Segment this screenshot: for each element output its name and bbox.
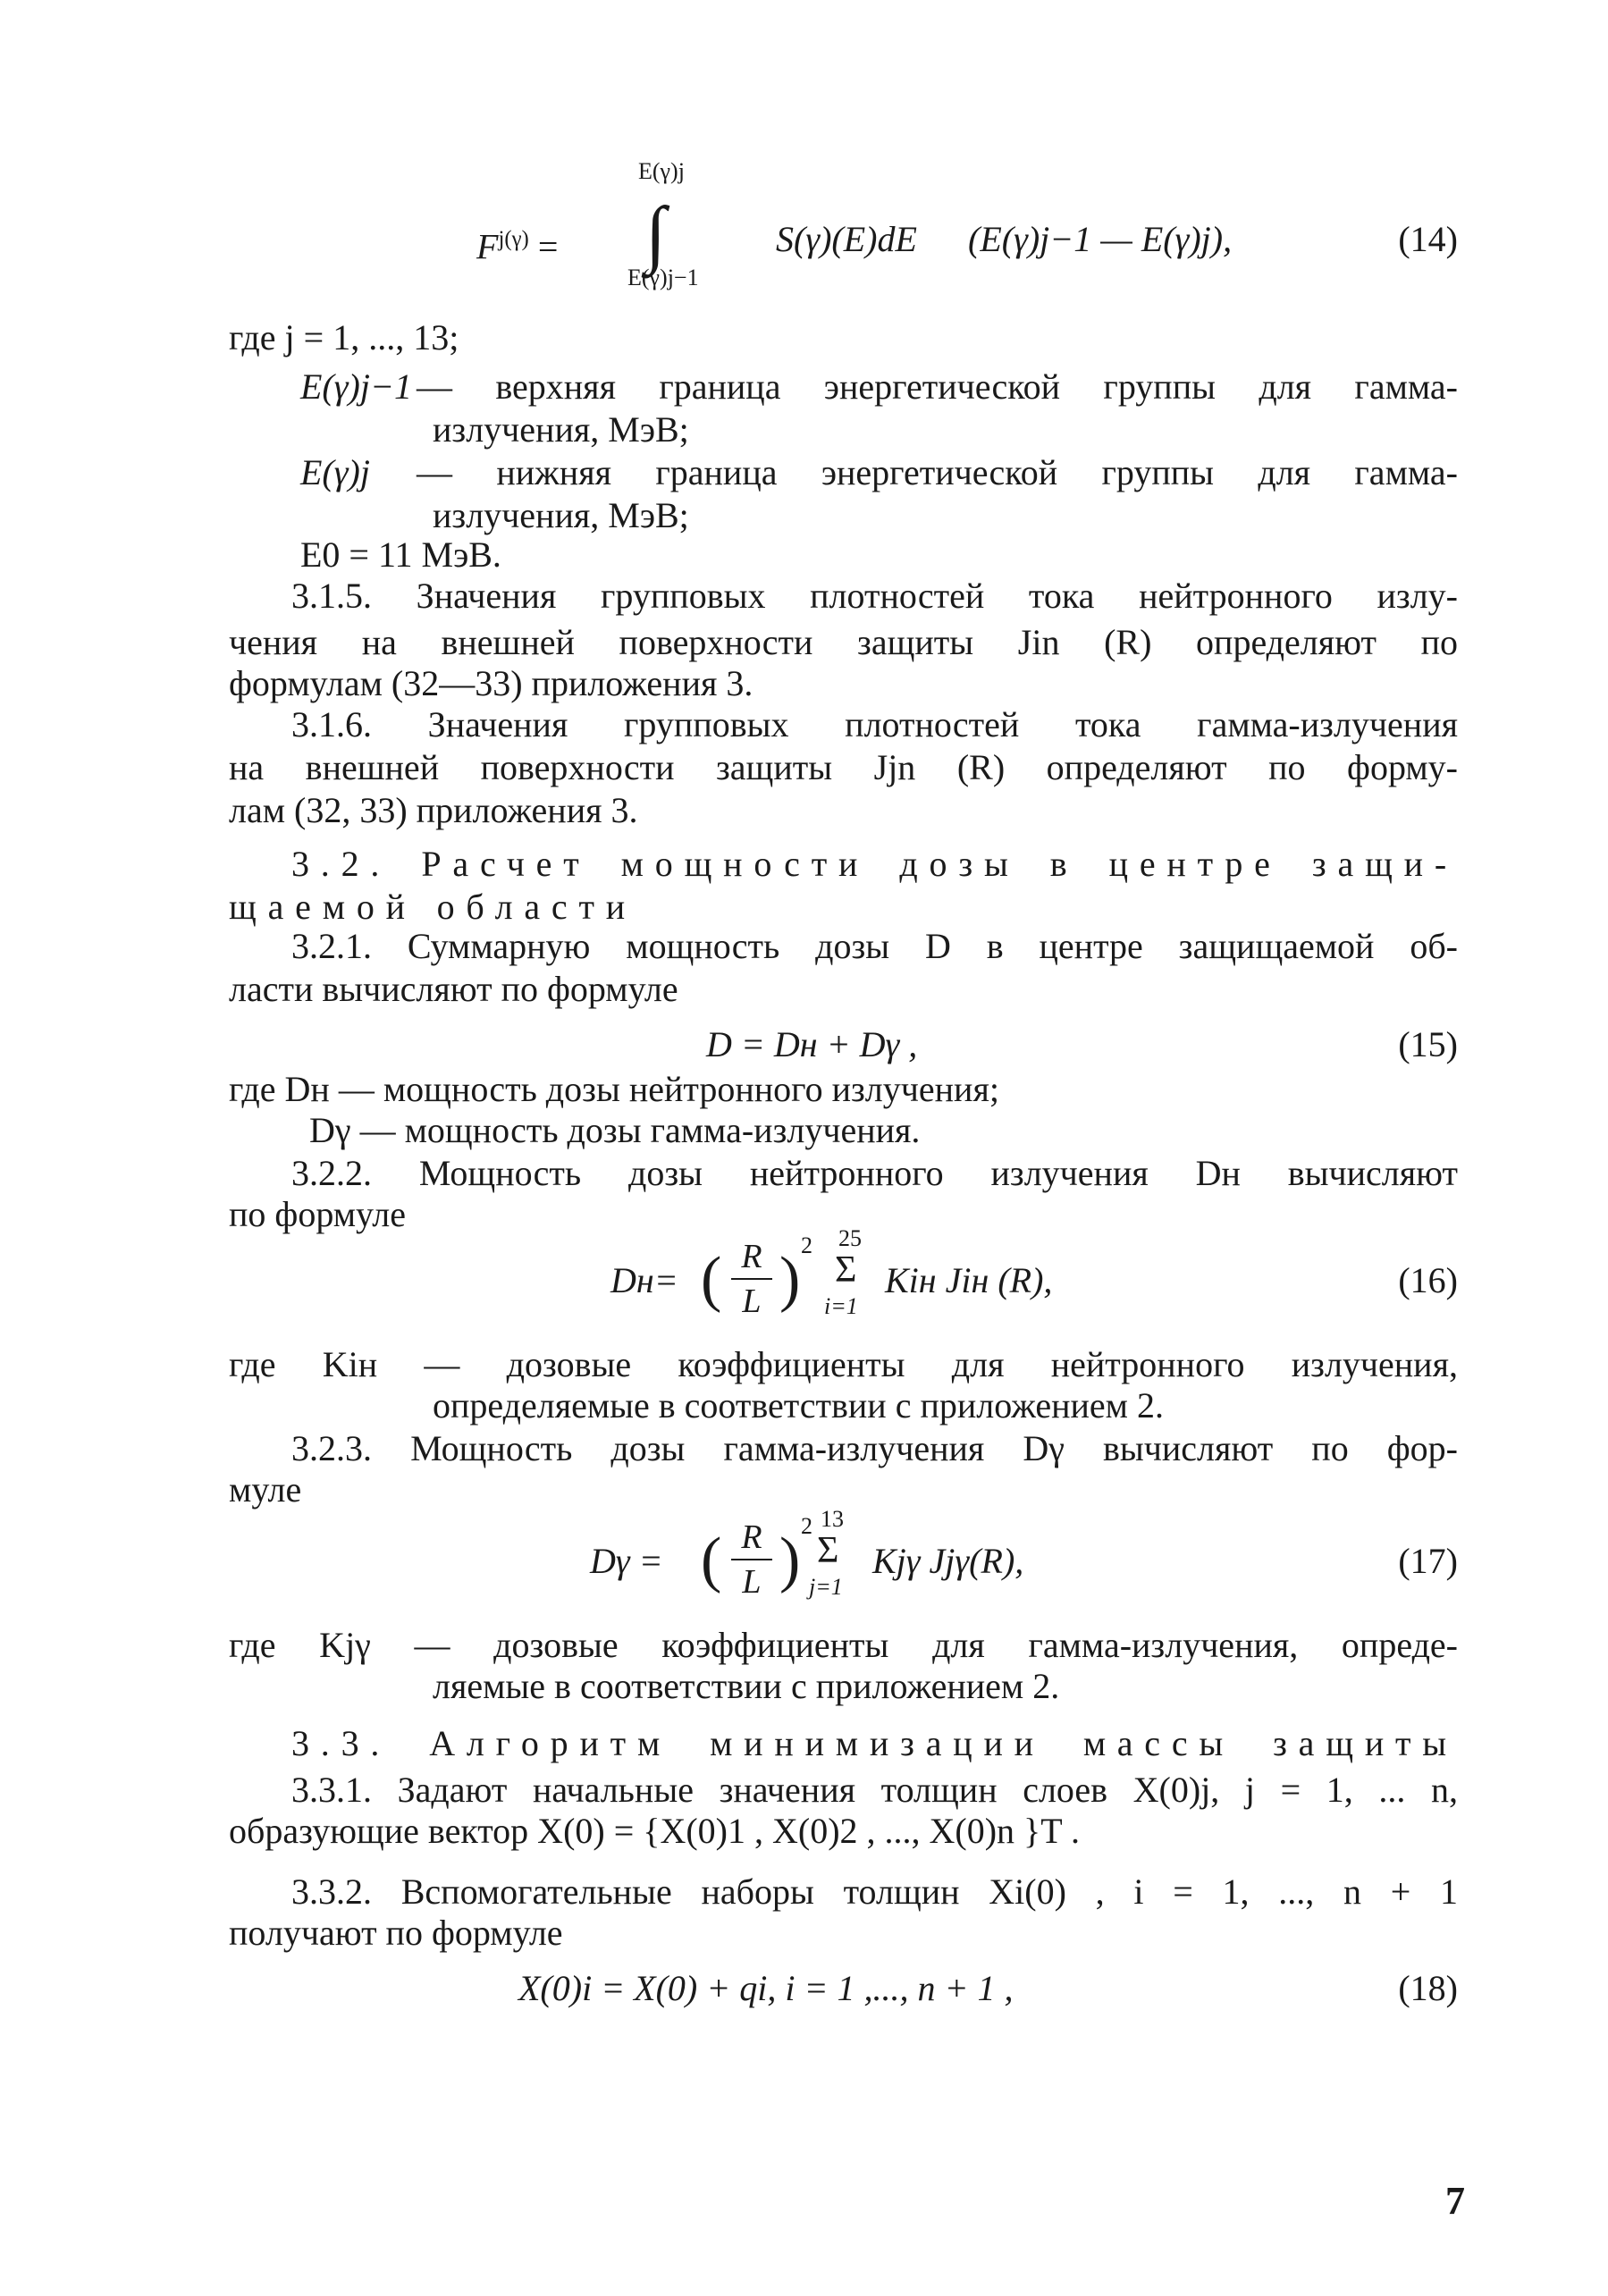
sum-lower-limit: i=1 <box>824 1293 858 1319</box>
section-heading-3-2: 3.2. Расчет мощности дозы в центре защи- <box>291 844 1458 884</box>
section-heading-3-2: щаемой области <box>229 887 636 927</box>
paragraph-3-2-1: 3.2.1. Суммарную мощность дозы D в центре защищаемой об- <box>291 926 1458 966</box>
paragraph-3-3-1: 3.3.1. Задают начальные значения толщин слоев X(0)j, j = 1, ... n, <box>291 1770 1458 1810</box>
definition-text: — верхняя граница энергетической группы для гамма- <box>417 366 1458 407</box>
where-line: где Dн — мощность дозы нейтронного излучения; <box>229 1069 999 1109</box>
paragraph-3-1-5: формулам (32—33) приложения 3. <box>229 663 753 703</box>
sum-upper-limit: 25 <box>838 1225 862 1251</box>
definition-symbol: E(γ)j <box>300 452 370 492</box>
fraction <box>731 1237 772 1321</box>
integral-sign: ∫ <box>645 192 667 275</box>
equation-number: (18) <box>1398 1968 1458 2008</box>
paragraph-3-1-6: 3.1.6. Значения групповых плотностей тока гамма-излучения <box>291 704 1458 744</box>
paragraph-3-2-1: ласти вычисляют по формуле <box>229 969 678 1009</box>
sum-sign: Σ <box>835 1249 857 1291</box>
equation-lhs: $F^{j(\gamma)}$ = <box>476 226 559 267</box>
paragraph-3-1-6: на внешней поверхности защиты Jjn (R) определяют по форму- <box>229 747 1458 787</box>
integral-lower-limit: E(γ)j−1 <box>627 265 699 290</box>
sum-terms: Kjγ Jjγ(R), <box>872 1541 1024 1581</box>
definition-text: — нижняя граница энергетической группы для гамма- <box>417 452 1458 492</box>
sum-terms: Kiн Jiн (R), <box>885 1260 1053 1300</box>
integrand: S(γ)(E)dE <box>776 219 917 259</box>
equation-number: (16) <box>1398 1260 1458 1300</box>
fraction-denominator: L <box>742 1283 762 1320</box>
paragraph-3-2-2: по формуле <box>229 1194 406 1234</box>
sum-lower-limit: j=1 <box>809 1574 843 1600</box>
equation-number: (17) <box>1398 1541 1458 1581</box>
fraction-numerator: R <box>741 1518 762 1556</box>
energy-interval: (E(γ)j−1 — E(γ)j), <box>968 219 1233 259</box>
where-line: где j = 1, ..., 13; <box>229 317 459 357</box>
paragraph-3-3-2: получают по формуле <box>229 1913 563 1953</box>
paragraph-3-1-5: чения на внешней поверхности защиты Jin (R) определяют по <box>229 622 1458 662</box>
paragraph-3-2-3: муле <box>229 1469 302 1510</box>
where-line: Dγ — мощность дозы гамма-излучения. <box>309 1110 921 1150</box>
paragraph-3-2-2: 3.2.2. Мощность дозы нейтронного излучения Dн вычисляют <box>291 1153 1458 1193</box>
equation-15: D = Dн + Dγ , <box>706 1024 918 1064</box>
fraction <box>731 1518 772 1602</box>
equation-number: (15) <box>1398 1024 1458 1064</box>
paragraph-3-3-1: образующие вектор X(0) = {X(0)1 , X(0)2 , ..., X(0)n }T . <box>229 1811 1080 1851</box>
paragraph-3-3-2: 3.3.2. Вспомогательные наборы толщин Xi(0) , i = 1, ..., n + 1 <box>291 1871 1458 1912</box>
fraction-numerator: R <box>741 1238 762 1275</box>
definition-symbol: E(γ)j−1 <box>300 366 412 407</box>
where-line: определяемые в соответствии с приложением 2. <box>433 1385 1164 1426</box>
paren-close: ) <box>779 1526 801 1594</box>
paren-close: ) <box>779 1245 801 1314</box>
where-line: ляемые в соответствии с приложением 2. <box>433 1666 1060 1706</box>
paragraph-3-2-3: 3.2.3. Мощность дозы гамма-излучения Dγ вычисляют по фор- <box>291 1428 1458 1468</box>
definition-text: излучения, МэВ; <box>433 495 689 535</box>
equation-lhs: Dн= <box>610 1260 678 1300</box>
section-heading-3-3: 3.3. Алгоритм минимизации массы защиты <box>291 1723 1458 1763</box>
where-line: где Kiн — дозовые коэффициенты для нейтронного излучения, <box>229 1344 1458 1384</box>
sum-sign: Σ <box>817 1530 839 1571</box>
equation-lhs: Dγ = <box>590 1541 663 1581</box>
sum-upper-limit: 13 <box>821 1506 844 1532</box>
equation-18: X(0)i = X(0) + qi, i = 1 ,..., n + 1 , <box>518 1968 1014 2008</box>
definition-text: E0 = 11 МэВ. <box>300 534 501 575</box>
exponent: 2 <box>801 1232 812 1258</box>
paren-open: ( <box>701 1526 722 1594</box>
integral-upper-limit: E(γ)j <box>638 158 685 184</box>
page-number: 7 <box>1445 2179 1465 2223</box>
paren-open: ( <box>701 1245 722 1314</box>
where-line: где Kjγ — дозовые коэффициенты для гамма-излучения, опреде- <box>229 1625 1458 1665</box>
definition-text: излучения, МэВ; <box>433 409 689 450</box>
exponent: 2 <box>801 1513 812 1539</box>
paragraph-3-1-5: 3.1.5. Значения групповых плотностей тока нейтронного излу- <box>291 576 1458 616</box>
paragraph-3-1-6: лам (32, 33) приложения 3. <box>229 790 638 830</box>
equation-number: (14) <box>1398 219 1458 259</box>
fraction-denominator: L <box>742 1563 762 1601</box>
